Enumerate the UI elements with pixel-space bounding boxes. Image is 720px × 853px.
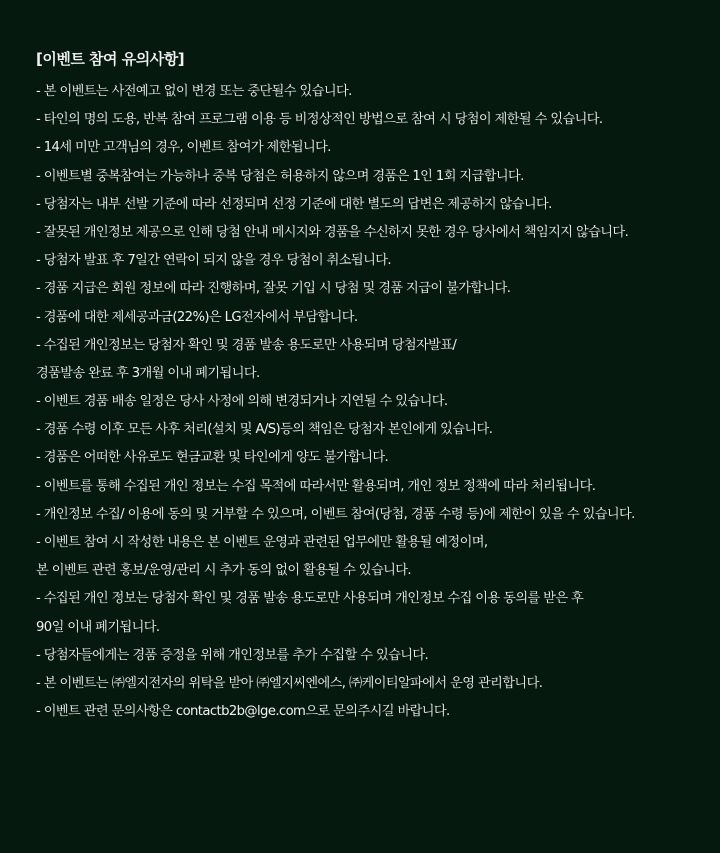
notice-line: 경품발송 완료 후 3개월 이내 폐기됩니다. — [36, 365, 260, 381]
notice-line: - 개인정보 수집/ 이용에 동의 및 거부할 수 있으며, 이벤트 참여(당첨, 경품 수령 등)에 제한이 있을 수 있습니다. — [36, 506, 635, 522]
notice-line: - 경품 지급은 회원 정보에 따라 진행하며, 잘못 기입 시 당첨 및 경품 지급이 불가합니다. — [36, 281, 511, 297]
notice-line: - 경품 수령 이후 모든 사후 처리(설치 및 A/S)등의 책임은 당첨자 본인에게 있습니다. — [36, 422, 493, 438]
notice-line: - 이벤트를 통해 수집된 개인 정보는 수집 목적에 따라서만 활용되며, 개인 정보 정책에 따라 처리됩니다. — [36, 478, 596, 494]
notice-line: - 경품은 어떠한 사유로도 현금교환 및 타인에게 양도 불가합니다. — [36, 450, 389, 466]
notice-line: - 14세 미만 고객님의 경우, 이벤트 참여가 제한됩니다. — [36, 140, 331, 156]
notice-line: - 이벤트 경품 배송 일정은 당사 사정에 의해 변경되거나 지연될 수 있습니다. — [36, 394, 448, 410]
notice-line: - 당첨자 발표 후 7일간 연락이 되지 않을 경우 당첨이 취소됩니다. — [36, 253, 391, 269]
notice-title: [이벤트 참여 유의사항] — [36, 50, 185, 68]
notice-line: - 이벤트 관련 문의사항은 contactb2b@lge.com으로 문의주시길 바랍니다. — [36, 704, 450, 720]
notice-line: - 당첨자는 내부 선발 기준에 따라 선정되며 선정 기준에 대한 별도의 답변은 제공하지 않습니다. — [36, 196, 552, 212]
notice-line: - 이벤트별 중복참여는 가능하나 중복 당첨은 허용하지 않으며 경품은 1인 1회 지급합니다. — [36, 168, 524, 184]
notice-line: - 수집된 개인 정보는 당첨자 확인 및 경품 발송 용도로만 사용되며 개인정보 수집 이용 동의를 받은 후 — [36, 591, 584, 607]
notice-line: - 수집된 개인정보는 당첨자 확인 및 경품 발송 용도로만 사용되며 당첨자발표/ — [36, 337, 457, 353]
notice-line: 본 이벤트 관련 홍보/운영/관리 시 추가 동의 없이 활용될 수 있습니다. — [36, 563, 411, 579]
notice-line: - 본 이벤트는 사전예고 없이 변경 또는 중단될수 있습니다. — [36, 84, 352, 99]
notice-line: - 본 이벤트는 ㈜엘지전자의 위탁을 받아 ㈜엘지씨엔에스, ㈜케이티알파에서 운영 관리합니다. — [36, 675, 543, 691]
notice-line: - 당첨자들에게는 경품 증정을 위해 개인정보를 추가 수집할 수 있습니다. — [36, 647, 429, 663]
notice-line: - 타인의 명의 도용, 반복 참여 프로그램 이용 등 비정상적인 방법으로 참여 시 당첨이 제한될 수 있습니다. — [36, 112, 603, 128]
notice-line: - 잘못된 개인정보 제공으로 인해 당첨 안내 메시지와 경품을 수신하지 못한 경우 당사에서 책임지지 않습니다. — [36, 224, 629, 240]
notice-line: 90일 이내 폐기됩니다. — [36, 619, 160, 635]
notice-line: - 경품에 대한 제세공과금(22%)은 LG전자에서 부담합니다. — [36, 309, 358, 325]
notice-line: - 이벤트 참여 시 작성한 내용은 본 이벤트 운영과 관련된 업무에만 활용될 예정이며, — [36, 535, 488, 550]
notice-list — [36, 82, 712, 730]
